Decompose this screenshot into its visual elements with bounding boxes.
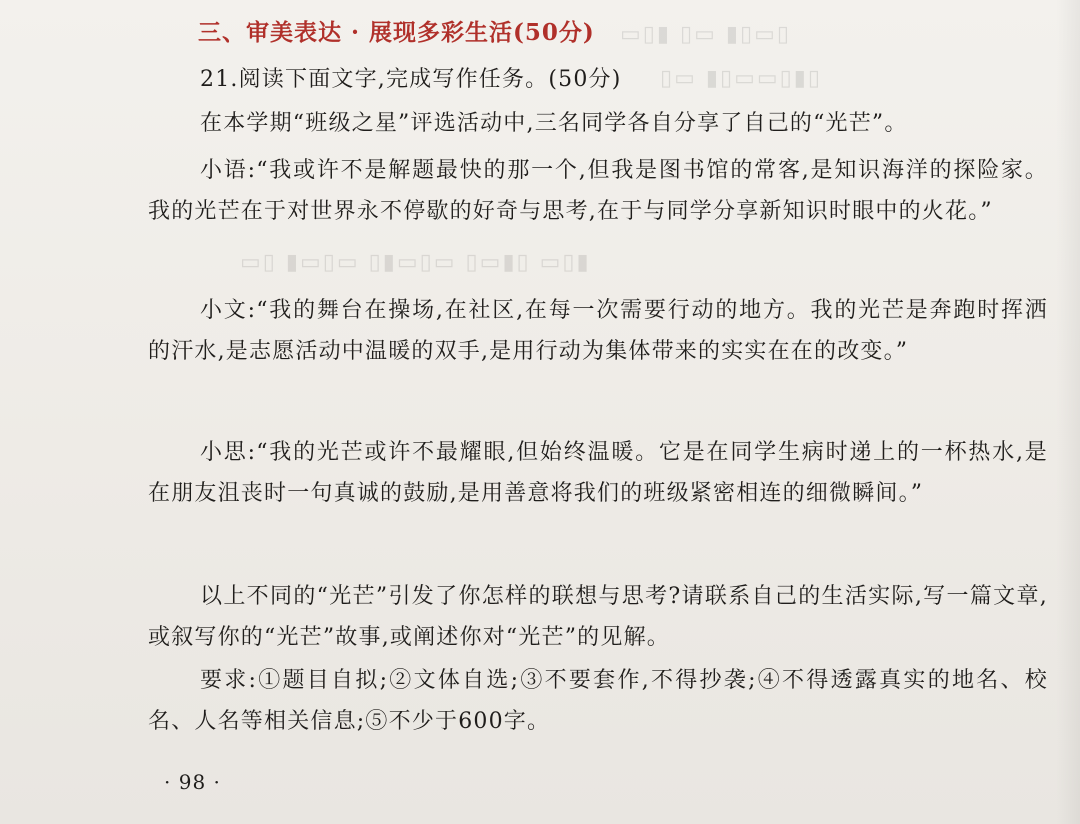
writing-requirements: 要求:①题目自拟;②文体自选;③不要套作,不得抄袭;④不得透露真实的地名、校名、人名等相关信息;⑤不少于600字。 (148, 668, 1048, 734)
question-intro: 在本学期“班级之星”评选活动中,三名同学各自分享了自己的“光芒”。 (200, 111, 908, 136)
statement-xiaowen: 小文:“我的舞台在操场,在社区,在每一次需要行动的地方。我的光芒是奔跑时挥洒的汗水,是志愿活动中温暖的双手,是用行动为集体带来的实实在在的改变。” (148, 298, 1048, 364)
statement-xiaoyu: 小语:“我或许不是解题最快的那一个,但我是图书馆的常客,是知识海洋的探险家。我的光芒在于对世界永不停歇的好奇与思考,在于与同学分享新知识时眼中的火花。” (148, 158, 1048, 224)
writing-task: 以上不同的“光芒”引发了你怎样的联想与思考?请联系自己的生活实际,写一篇文章,或叙写你的“光芒”故事,或阐述你对“光芒”的见解。 (148, 584, 1048, 650)
page-number: · 98 · (164, 770, 221, 794)
question-header: 21.阅读下面文字,完成写作任务。(50分) (200, 67, 622, 92)
show-through-mark: ▯▭ ▮▯▭▭▯▮▯ (660, 66, 822, 91)
page-binding-shadow (1056, 0, 1080, 824)
show-through-mark: ▭▯▮ ▯▭ ▮▯▭▯ (620, 22, 791, 47)
statement-xiaosi: 小思:“我的光芒或许不最耀眼,但始终温暖。它是在同学生病时递上的一杯热水,是在朋友沮丧时一句真诚的鼓励,是用善意将我们的班级紧密相连的细微瞬间。” (148, 440, 1048, 506)
show-through-mark: ▭▯ ▮▭▯▭ ▯▮▭▯▭ ▯▭▮▯ ▭▯▮ (240, 250, 591, 275)
section-title: 三、审美表达 · 展现多彩生活(50分) (198, 19, 595, 46)
